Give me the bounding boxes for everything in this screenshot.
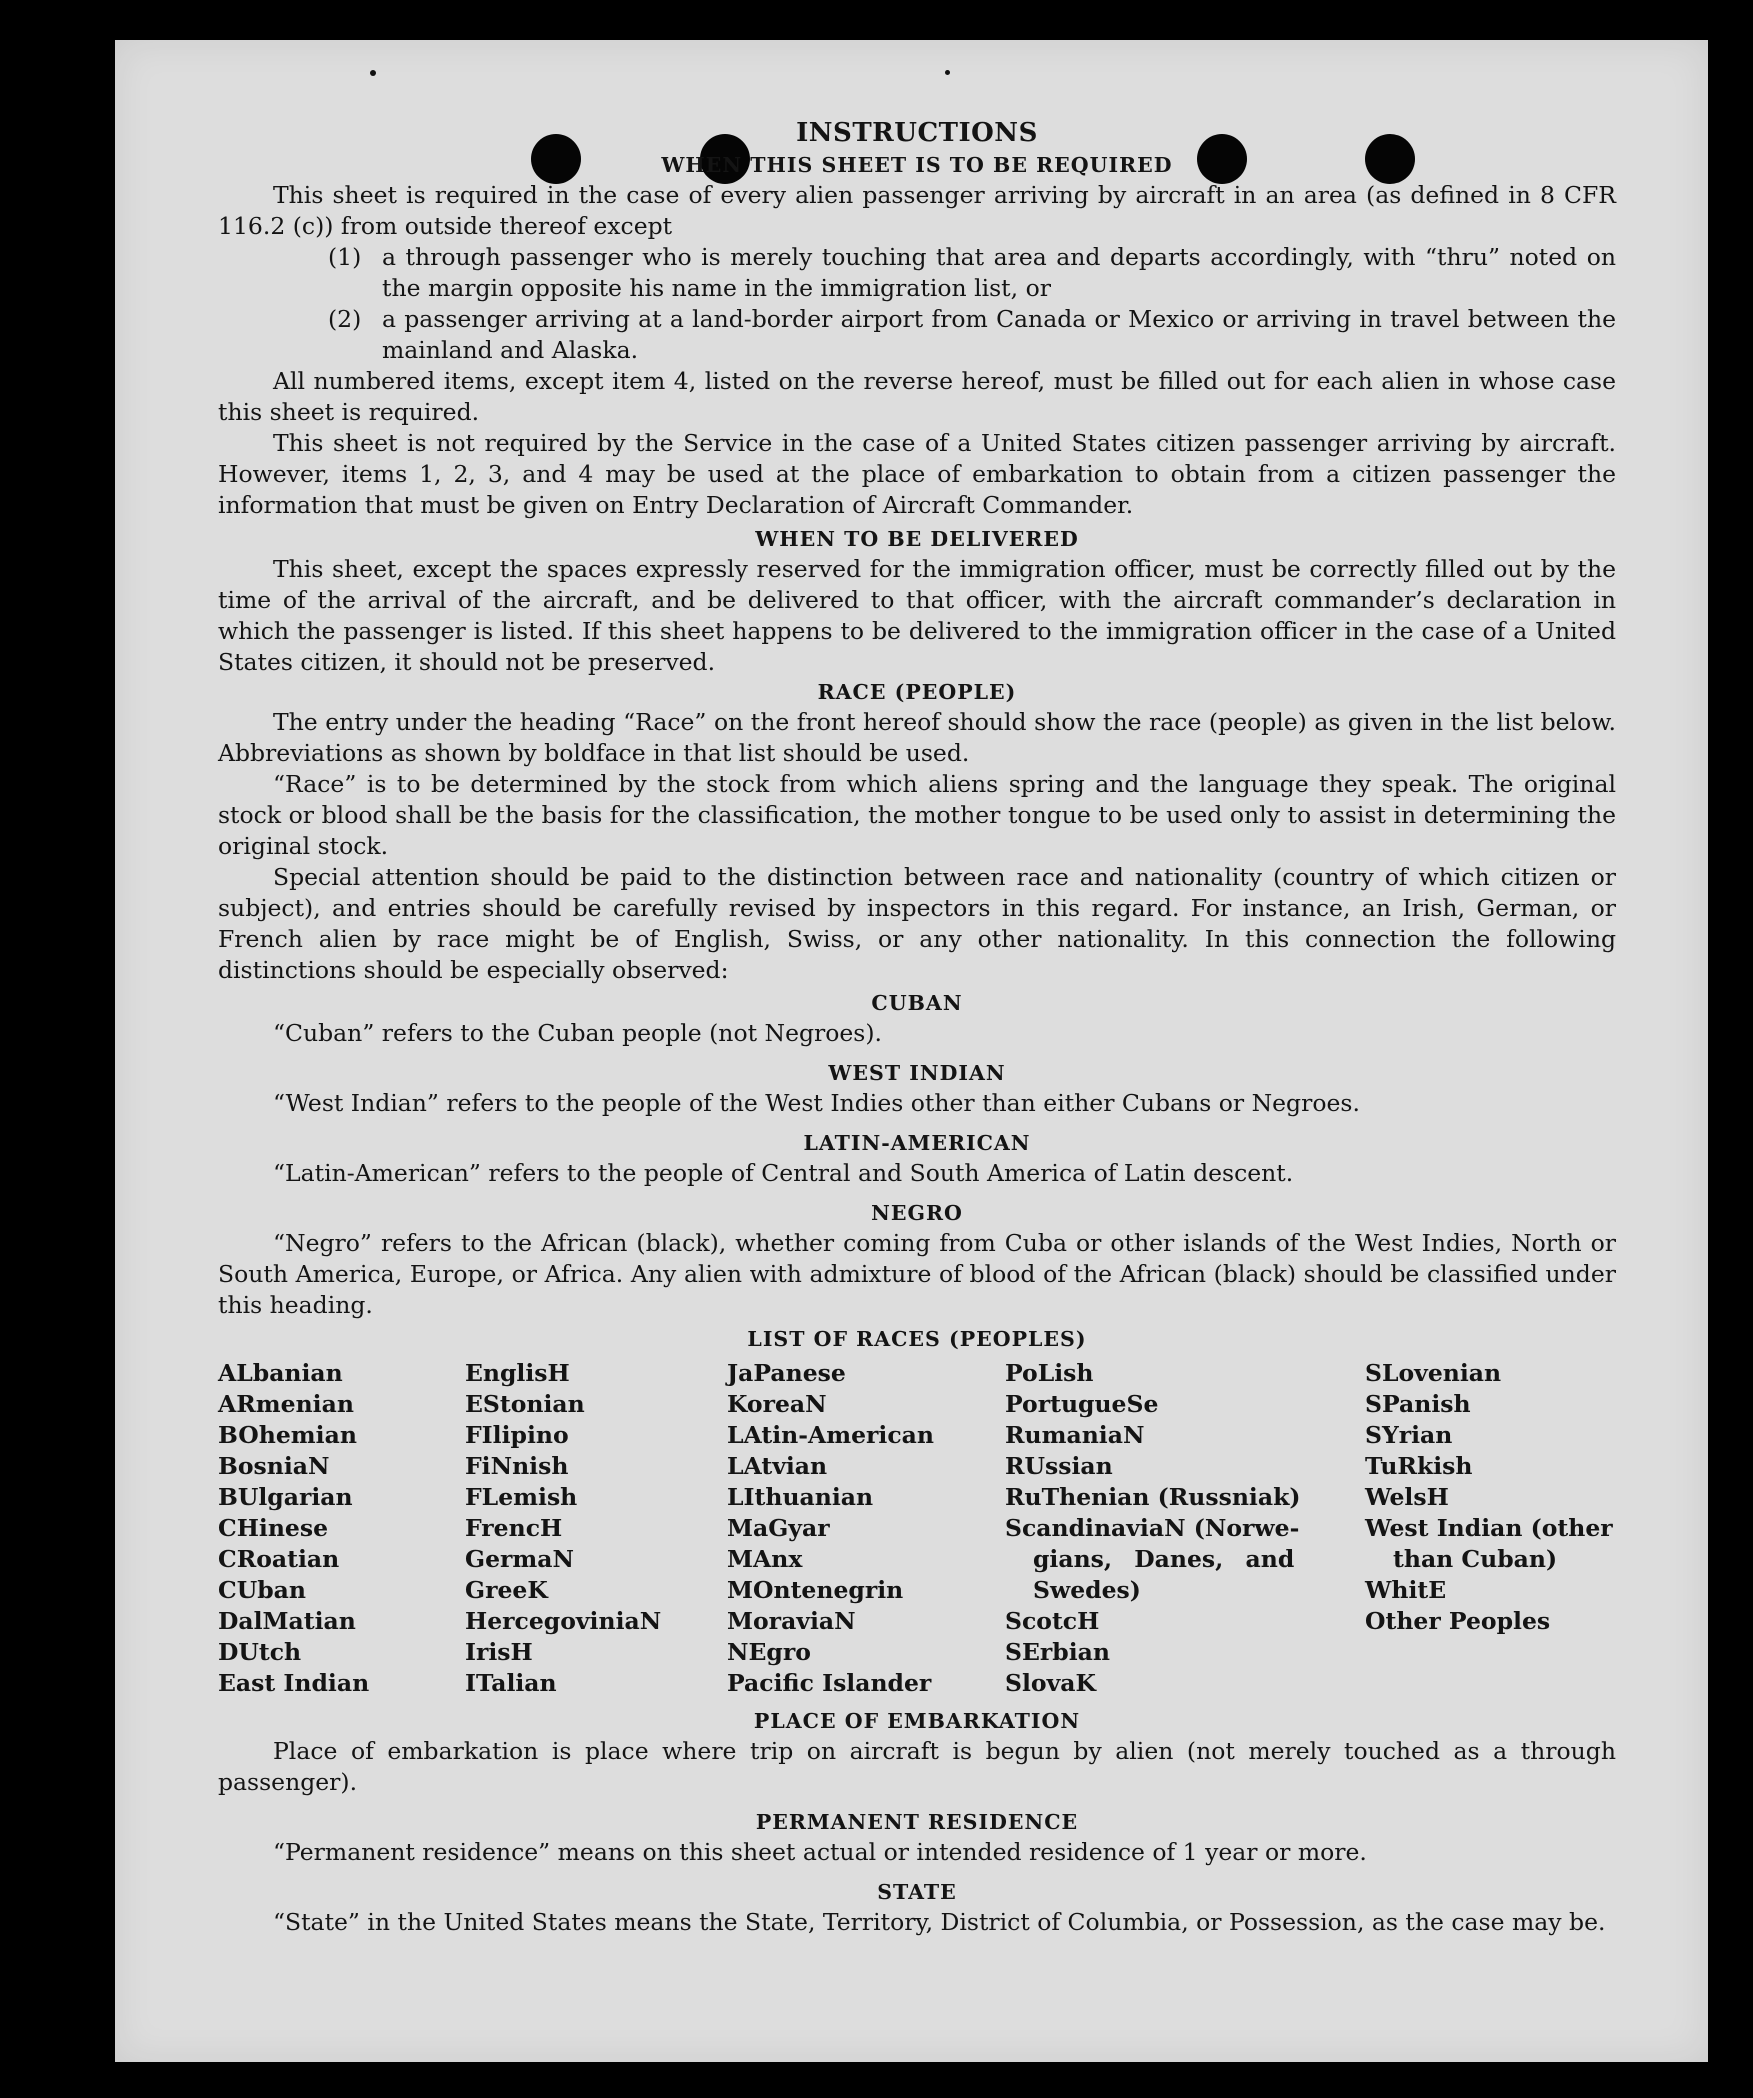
race-entry: BUlgarian [218, 1483, 353, 1511]
race-entry: RumaniaN [1005, 1421, 1145, 1449]
race-entry: SErbian [1005, 1638, 1110, 1666]
speck [945, 70, 950, 75]
paragraph: “Cuban” refers to the Cuban people (not Negroes). [273, 1019, 883, 1047]
section-heading: STATE [877, 1880, 957, 1904]
race-entry: SLovenian [1365, 1359, 1502, 1387]
race-entry: EStonian [465, 1390, 585, 1418]
section-heading: LATIN-AMERICAN [803, 1131, 1031, 1155]
race-entry: SlovaK [1005, 1669, 1096, 1697]
race-entry: SYrian [1365, 1421, 1453, 1449]
race-entry: HercegoviniaN [465, 1607, 662, 1635]
race-entry: BosniaN [218, 1452, 330, 1480]
section-heading: CUBAN [871, 991, 963, 1015]
race-entry: LAtin-American [727, 1421, 934, 1449]
race-entry: West Indian (other [1365, 1514, 1613, 1542]
paragraph: “State” in the United States means the State, Territory, District of Columbia, or Possession, as the case may be. [273, 1908, 1606, 1936]
race-entry: MoraviaN [727, 1607, 856, 1635]
races-column [1365, 1358, 1616, 1699]
race-entry: FrencH [465, 1514, 563, 1542]
race-entry-continuation: Swedes) [1033, 1576, 1141, 1604]
races-column [465, 1358, 727, 1699]
race-entry: TuRkish [1365, 1452, 1473, 1480]
race-entry: MOntenegrin [727, 1576, 904, 1604]
race-entry-continuation: gians, Danes, and [1033, 1545, 1295, 1573]
race-entry: CHinese [218, 1514, 329, 1542]
paragraph: This sheet, except the spaces expressly reserved for the immigration officer, must be correctly filled out by the time of the arrival of the aircraft, and be delivered to that officer, with the aircraft commander’s declaration in which the passenger is listed. If this sheet happens to be delivered to the immigration officer in the case of a United States citizen, it should not be preserved. [218, 555, 1616, 676]
race-entry: NEgro [727, 1638, 811, 1666]
list-item [218, 304, 1616, 366]
race-entry: FiNnish [465, 1452, 569, 1480]
race-entry: DUtch [218, 1638, 302, 1666]
item-number: (1) [328, 243, 362, 271]
race-entry: SPanish [1365, 1390, 1471, 1418]
race-entry: ARmenian [218, 1390, 354, 1418]
instructions-content [218, 118, 1616, 1938]
race-entry: PortugueSe [1005, 1390, 1159, 1418]
race-entry: FLemish [465, 1483, 578, 1511]
race-entry: MaGyar [727, 1514, 830, 1542]
race-entry: FIlipino [465, 1421, 569, 1449]
race-entry: Other Peoples [1365, 1607, 1551, 1635]
race-entry: JaPanese [727, 1359, 846, 1387]
paragraph: “Latin-American” refers to the people of Central and South America of Latin descent. [273, 1159, 1294, 1187]
page-title: INSTRUCTIONS [796, 118, 1038, 148]
race-entry: ALbanian [218, 1359, 343, 1387]
paragraph: “Negro” refers to the African (black), whether coming from Cuba or other islands of the West Indies, North or South America, Europe, or Africa. Any alien with admixture of blood of the African (black) should be classified under this heading. [218, 1229, 1616, 1319]
race-entry: DalMatian [218, 1607, 356, 1635]
race-entry: ScandinaviaN (Norwe- [1005, 1514, 1300, 1542]
race-entry: WelsH [1365, 1483, 1449, 1511]
race-entry: GermaN [465, 1545, 574, 1573]
section-heading: WHEN TO BE DELIVERED [755, 527, 1079, 551]
race-entry: LAtvian [727, 1452, 828, 1480]
race-entry: IrisH [465, 1638, 533, 1666]
race-entry: RUssian [1005, 1452, 1113, 1480]
race-entry: MAnx [727, 1545, 803, 1573]
item-number: (2) [328, 305, 362, 333]
race-entry: KoreaN [727, 1390, 827, 1418]
race-entry: ScotcH [1005, 1607, 1100, 1635]
paragraph: “West Indian” refers to the people of the West Indies other than either Cubans or Negroes. [273, 1089, 1360, 1117]
race-entry: BOhemian [218, 1421, 357, 1449]
race-entry: East Indian [218, 1669, 370, 1697]
race-entry: PoLish [1005, 1359, 1094, 1387]
paragraph: Special attention should be paid to the distinction between race and nationality (country of which citizen or subject), and entries should be carefully revised by inspectors in this regard. For instance, an Irish, German, or French alien by race might be of English, Swiss, or any other nationality. In this connection the following distinctions should be especially observed: [218, 863, 1616, 984]
section-heading: WHEN THIS SHEET IS TO BE REQUIRED [661, 153, 1173, 177]
section-heading: PERMANENT RESIDENCE [755, 1810, 1079, 1834]
paragraph: This sheet is not required by the Service in the case of a United States citizen passenger arriving by aircraft. However, items 1, 2, 3, and 4 may be used at the place of embarkation to obtain from a citizen passenger the information that must be given on Entry Declaration of Aircraft Commander. [218, 429, 1616, 519]
race-entry: RuThenian (Russniak) [1005, 1483, 1301, 1511]
race-entry: LIthuanian [727, 1483, 874, 1511]
section-heading: PLACE OF EMBARKATION [753, 1709, 1081, 1733]
paragraph: Place of embarkation is place where trip on aircraft is begun by alien (not merely touched as a through passenger). [218, 1737, 1616, 1796]
section-heading: WEST INDIAN [828, 1061, 1006, 1085]
race-entry: CUban [218, 1576, 306, 1604]
section-heading: RACE (PEOPLE) [817, 680, 1017, 704]
paragraph: All numbered items, except item 4, listed on the reverse hereof, must be filled out for each alien in whose case this sheet is required. [218, 367, 1616, 426]
races-list [218, 1358, 1616, 1699]
section-heading: NEGRO [871, 1201, 963, 1225]
race-entry: CRoatian [218, 1545, 340, 1573]
race-entry: EnglisH [465, 1359, 570, 1387]
paragraph: “Permanent residence” means on this sheet actual or intended residence of 1 year or more. [273, 1838, 1367, 1866]
item-text: a through passenger who is merely touching that area and departs accordingly, with “thru” noted on the margin opposite his name in the immigration list, or [382, 243, 1616, 302]
race-entry: Pacific Islander [727, 1669, 932, 1697]
section-heading: LIST OF RACES (PEOPLES) [747, 1327, 1087, 1351]
paragraph: The entry under the heading “Race” on the front hereof should show the race (people) as given in the list below. Abbreviations as shown by boldface in that list should be used. [218, 708, 1616, 767]
race-entry-continuation: than Cuban) [1393, 1545, 1558, 1573]
paragraph: “Race” is to be determined by the stock from which aliens spring and the language they speak. The original stock or blood shall be the basis for the classification, the mother tongue to be used only to assist in determining the original stock. [218, 770, 1616, 860]
races-column [1005, 1358, 1365, 1699]
race-entry: ITalian [465, 1669, 557, 1697]
races-column [218, 1358, 465, 1699]
races-column [727, 1358, 1005, 1699]
race-entry: GreeK [465, 1576, 548, 1604]
speck [370, 70, 376, 76]
paragraph: This sheet is required in the case of every alien passenger arriving by aircraft in an area (as defined in 8 CFR 116.2 (c)) from outside thereof except [218, 181, 1616, 240]
list-item [218, 242, 1616, 304]
race-entry: WhitE [1365, 1576, 1447, 1604]
item-text: a passenger arriving at a land-border airport from Canada or Mexico or arriving in travel between the mainland and Alaska. [382, 305, 1616, 364]
